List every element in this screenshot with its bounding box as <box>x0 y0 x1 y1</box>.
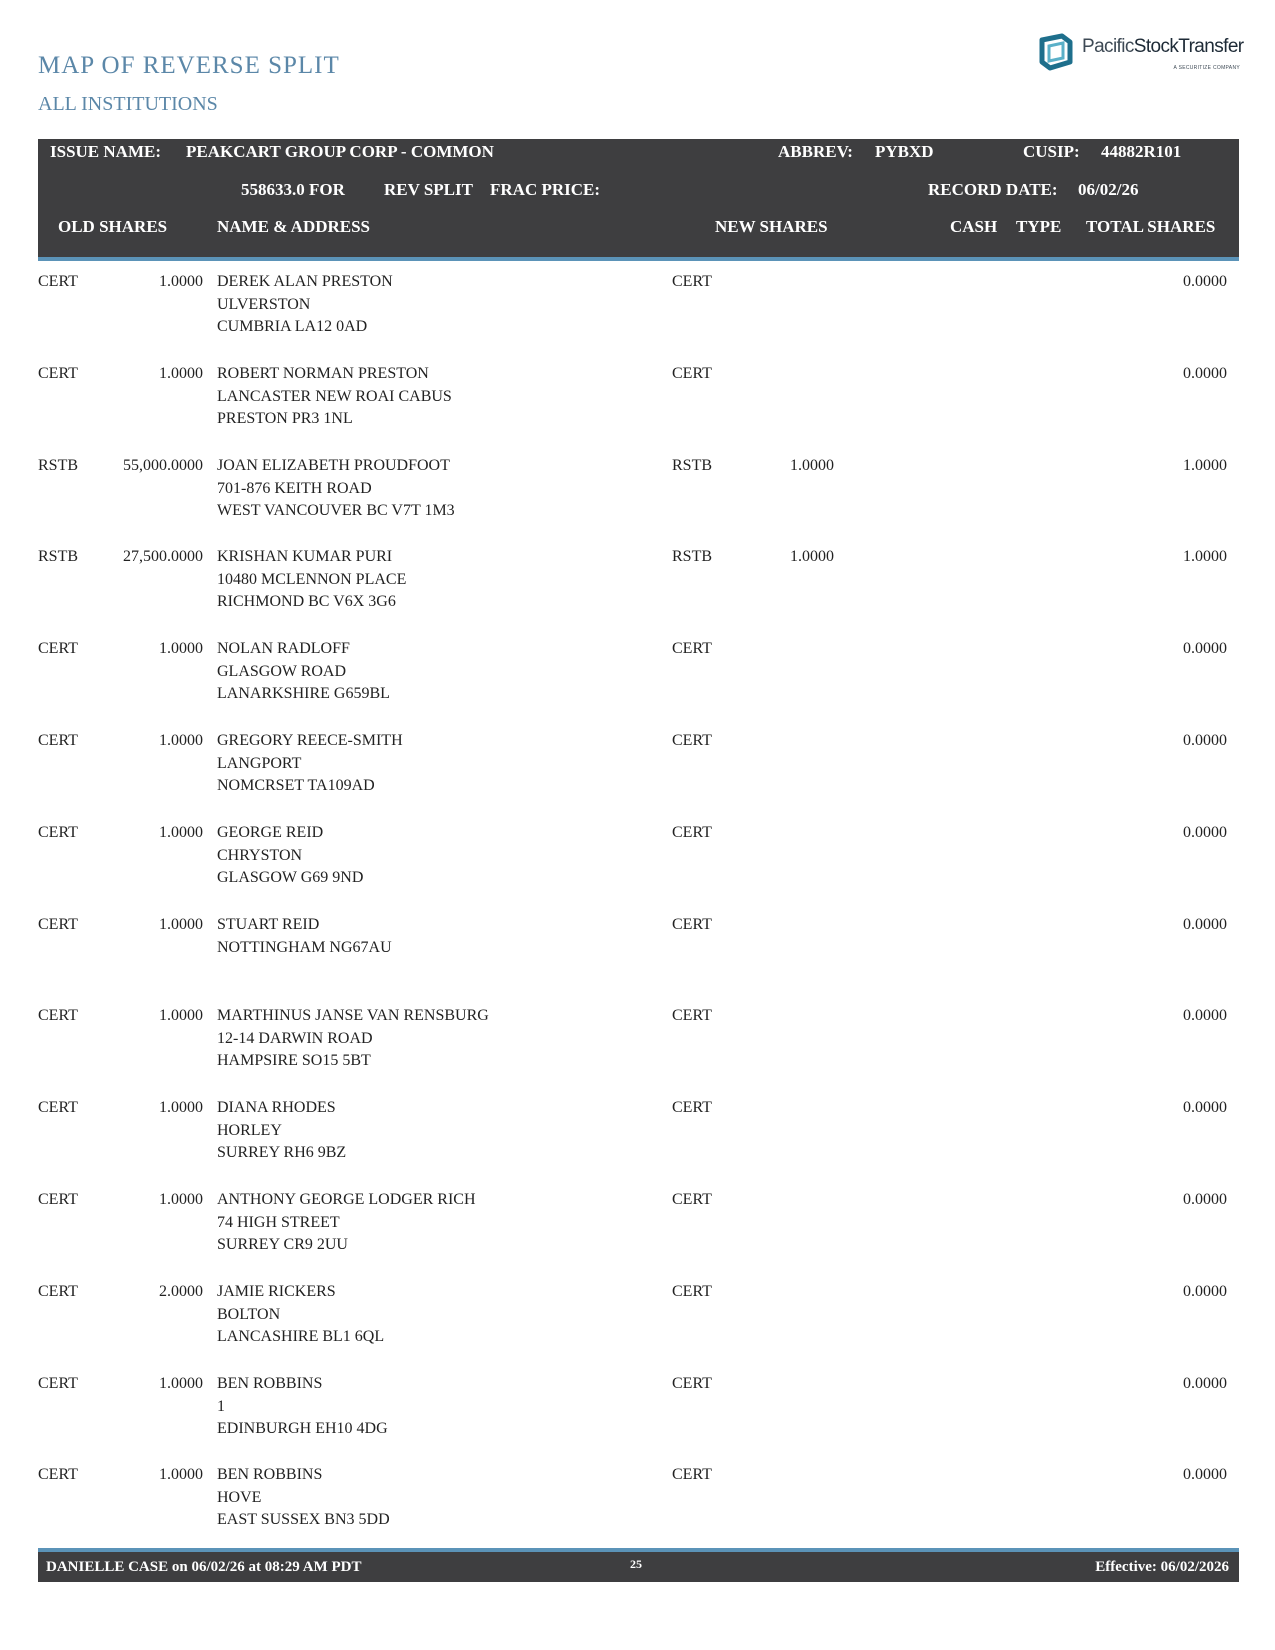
name-address-line: HOVE <box>217 1488 262 1506</box>
table-row <box>0 546 1275 626</box>
name-address-line: 701-876 KEITH ROAD <box>217 479 372 497</box>
name-address-line: ROBERT NORMAN PRESTON <box>217 365 429 382</box>
split-ratio: 558633.0 FOR <box>241 180 345 199</box>
name-address-line: GREGORY REECE-SMITH <box>217 732 403 749</box>
table-row <box>0 822 1275 902</box>
new-share-type: CERT <box>672 1099 712 1116</box>
total-shares-value: 0.0000 <box>1183 732 1227 749</box>
table-row <box>0 271 1275 351</box>
new-share-type: CERT <box>672 1375 712 1392</box>
name-address-line: 74 HIGH STREET <box>217 1213 340 1231</box>
name-address-line: MARTHINUS JANSE VAN RENSBURG <box>217 1007 489 1024</box>
table-row <box>0 363 1275 443</box>
name-address-line: HORLEY <box>217 1121 282 1139</box>
new-share-type: CERT <box>672 640 712 657</box>
old-shares-value: 1.0000 <box>159 1375 203 1392</box>
table-row <box>0 1373 1275 1453</box>
name-address-line: EDINBURGH EH10 4DG <box>217 1420 388 1437</box>
record-date-value: 06/02/26 <box>1078 180 1139 199</box>
report-title: MAP OF REVERSE SPLIT <box>38 52 340 79</box>
name-address-line: CHRYSTON <box>217 846 303 864</box>
total-shares-value: 0.0000 <box>1183 916 1227 933</box>
name-address-line: NOTTINGHAM NG67AU <box>217 938 392 956</box>
old-share-type: CERT <box>38 1007 78 1024</box>
name-address-line: BEN ROBBINS <box>217 1466 323 1483</box>
total-shares-value: 1.0000 <box>1183 457 1227 474</box>
old-shares-value: 27,500.0000 <box>123 548 203 565</box>
total-shares-value: 0.0000 <box>1183 1283 1227 1300</box>
total-shares-value: 0.0000 <box>1183 1375 1227 1392</box>
name-address-line: KRISHAN KUMAR PURI <box>217 548 393 565</box>
name-address-line: LANARKSHIRE G659BL <box>217 685 390 702</box>
name-address-line: ANTHONY GEORGE LODGER RICH <box>217 1191 476 1208</box>
name-address-line: RICHMOND BC V6X 3G6 <box>217 593 396 610</box>
logo-name-light: Pacific <box>1082 36 1134 57</box>
old-shares-value: 1.0000 <box>159 365 203 382</box>
new-share-type: RSTB <box>672 457 713 474</box>
logo-name-bold: StockTransfer <box>1133 36 1244 57</box>
total-shares-value: 0.0000 <box>1183 365 1227 382</box>
col-old-shares: OLD SHARES <box>58 217 168 236</box>
table-row <box>0 1281 1275 1361</box>
name-address-line: ULVERSTON <box>217 295 311 313</box>
name-address-line: 12-14 DARWIN ROAD <box>217 1029 373 1047</box>
new-shares-value: 1.0000 <box>790 548 834 565</box>
name-address-line: BEN ROBBINS <box>217 1375 323 1392</box>
name-address-line: WEST VANCOUVER BC V7T 1M3 <box>217 502 455 519</box>
new-share-type: CERT <box>672 273 712 290</box>
old-shares-value: 1.0000 <box>159 1099 203 1116</box>
old-shares-value: 1.0000 <box>159 1466 203 1483</box>
col-total-shares: TOTAL SHARES <box>1086 217 1216 236</box>
old-share-type: CERT <box>38 365 78 382</box>
report-footer <box>38 1548 1239 1582</box>
name-address-line: 10480 MCLENNON PLACE <box>217 570 407 588</box>
new-shares-value: 1.0000 <box>790 457 834 474</box>
new-share-type: CERT <box>672 1191 712 1208</box>
old-share-type: CERT <box>38 824 78 841</box>
total-shares-value: 0.0000 <box>1183 1191 1227 1208</box>
name-address-line: DEREK ALAN PRESTON <box>217 273 393 290</box>
col-cash: CASH <box>950 217 998 236</box>
old-share-type: CERT <box>38 1466 78 1483</box>
company-logo <box>1036 30 1246 75</box>
issue-name-label: ISSUE NAME: <box>50 142 161 161</box>
new-share-type: RSTB <box>672 548 713 565</box>
name-address-line: BOLTON <box>217 1305 281 1323</box>
new-share-type: CERT <box>672 365 712 382</box>
logo-tagline: A SECURITIZE COMPANY <box>1173 65 1240 71</box>
total-shares-value: 0.0000 <box>1183 1007 1227 1024</box>
new-share-type: CERT <box>672 1007 712 1024</box>
name-address-line: LANCASTER NEW ROAI CABUS <box>217 387 452 405</box>
name-address-line: NOMCRSET TA109AD <box>217 777 375 794</box>
old-shares-value: 1.0000 <box>159 1191 203 1208</box>
name-address-line: NOLAN RADLOFF <box>217 640 350 657</box>
old-share-type: CERT <box>38 1375 78 1392</box>
old-shares-value: 1.0000 <box>159 273 203 290</box>
name-address-line: CUMBRIA LA12 0AD <box>217 318 368 335</box>
old-share-type: CERT <box>38 916 78 933</box>
cusip-value: 44882R101 <box>1101 142 1182 161</box>
name-address-line: SURREY RH6 9BZ <box>217 1144 347 1161</box>
table-row <box>0 1189 1275 1269</box>
old-share-type: CERT <box>38 732 78 749</box>
total-shares-value: 0.0000 <box>1183 1099 1227 1116</box>
name-address-line: PRESTON PR3 1NL <box>217 410 353 427</box>
name-address-line: LANCASHIRE BL1 6QL <box>217 1328 385 1345</box>
name-address-line: GLASGOW G69 9ND <box>217 869 364 886</box>
total-shares-value: 1.0000 <box>1183 548 1227 565</box>
abbrev-label: ABBREV: <box>778 142 853 161</box>
total-shares-value: 0.0000 <box>1183 640 1227 657</box>
old-shares-value: 1.0000 <box>159 1007 203 1024</box>
old-share-type: RSTB <box>38 457 79 474</box>
name-address-line: STUART REID <box>217 916 320 933</box>
name-address-line: LANGPORT <box>217 754 302 772</box>
pst-logo-mark-icon <box>1036 32 1076 72</box>
table-row <box>0 1097 1275 1177</box>
report-header-band <box>38 139 1239 261</box>
old-share-type: CERT <box>38 640 78 657</box>
col-name-address: NAME & ADDRESS <box>217 217 371 236</box>
page-number: 25 <box>630 1557 642 1571</box>
old-share-type: RSTB <box>38 548 79 565</box>
new-share-type: CERT <box>672 824 712 841</box>
name-address-line: 1 <box>217 1397 225 1415</box>
name-address-line: EAST SUSSEX BN3 5DD <box>217 1511 390 1528</box>
total-shares-value: 0.0000 <box>1183 1466 1227 1483</box>
total-shares-value: 0.0000 <box>1183 273 1227 290</box>
name-address-line: DIANA RHODES <box>217 1099 336 1116</box>
name-address-line: JOAN ELIZABETH PROUDFOOT <box>217 457 450 474</box>
name-address-line: JAMIE RICKERS <box>217 1283 336 1300</box>
footer-effective: Effective: 06/02/2026 <box>1095 1559 1229 1575</box>
frac-price-label: FRAC PRICE: <box>490 180 601 199</box>
old-share-type: CERT <box>38 1283 78 1300</box>
new-share-type: CERT <box>672 732 712 749</box>
logo-wordmark <box>1082 36 1244 58</box>
rev-split-label: REV SPLIT <box>384 180 473 199</box>
old-shares-value: 1.0000 <box>159 824 203 841</box>
old-shares-value: 1.0000 <box>159 916 203 933</box>
table-row <box>0 730 1275 810</box>
old-shares-value: 1.0000 <box>159 732 203 749</box>
col-new-shares: NEW SHARES <box>715 217 828 236</box>
name-address-line: SURREY CR9 2UU <box>217 1236 348 1253</box>
total-shares-value: 0.0000 <box>1183 824 1227 841</box>
name-address-line: GEORGE REID <box>217 824 324 841</box>
name-address-line: HAMPSIRE SO15 5BT <box>217 1052 371 1069</box>
footer-generated: DANIELLE CASE on 06/02/26 at 08:29 AM PDT <box>46 1559 362 1575</box>
abbrev-value: PYBXD <box>875 142 934 161</box>
old-shares-value: 55,000.0000 <box>123 457 203 474</box>
old-share-type: CERT <box>38 1099 78 1116</box>
old-shares-value: 1.0000 <box>159 640 203 657</box>
table-row <box>0 914 1275 994</box>
col-type: TYPE <box>1016 217 1062 236</box>
table-row <box>0 455 1275 535</box>
new-share-type: CERT <box>672 1283 712 1300</box>
old-share-type: CERT <box>38 1191 78 1208</box>
table-row <box>0 1464 1275 1544</box>
new-share-type: CERT <box>672 916 712 933</box>
record-date-label: RECORD DATE: <box>928 180 1058 199</box>
table-row <box>0 1005 1275 1085</box>
report-subtitle: ALL INSTITUTIONS <box>38 93 218 115</box>
cusip-label: CUSIP: <box>1023 142 1080 161</box>
table-row <box>0 638 1275 718</box>
old-share-type: CERT <box>38 273 78 290</box>
new-share-type: CERT <box>672 1466 712 1483</box>
name-address-line: GLASGOW ROAD <box>217 662 347 680</box>
old-shares-value: 2.0000 <box>159 1283 203 1300</box>
issue-name: PEAKCART GROUP CORP - COMMON <box>186 142 494 161</box>
